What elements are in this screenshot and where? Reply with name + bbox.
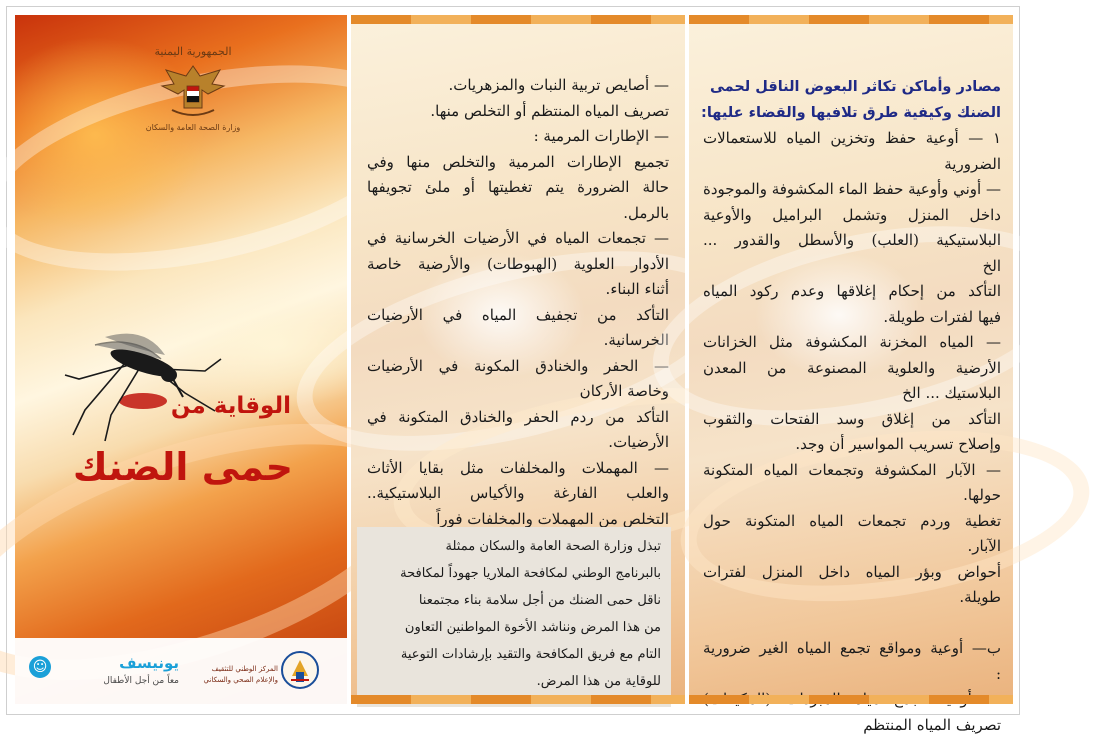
text-line: داخل المنزل وتشمل البراميل والأوعية xyxy=(703,203,1001,229)
section-heading: الضنك وكيفية طرق تلافيها والقضاء عليها: xyxy=(703,101,1001,127)
text-line: الضرورية xyxy=(703,152,1001,178)
text-line: : xyxy=(703,662,1001,688)
top-decorative-strip xyxy=(689,15,1013,24)
health-center-logo-icon xyxy=(280,650,320,690)
text-line: حولها. xyxy=(703,483,1001,509)
text-line: التخلص من المهملات والمخلفات فوراً xyxy=(367,507,669,533)
text-line: — أوني وأوعية حفظ الماء المكشوفة والموجودة xyxy=(703,177,1001,203)
right-text-block xyxy=(703,75,1001,738)
text-line: — أصايص تربية النبات والمزهريات. xyxy=(367,73,669,99)
brochure-frame xyxy=(6,6,1020,715)
text-line: التأكد من إحكام إغلاقها وعدم ركود المياه xyxy=(703,279,1001,305)
unicef-tagline: معاً من أجل الأطفال xyxy=(29,676,179,686)
top-decorative-strip xyxy=(351,15,685,24)
text-line: ب— أوعية ومواقع تجمع المياه الغير ضرورية xyxy=(703,636,1001,662)
text-line: الآبار. xyxy=(703,534,1001,560)
cover-panel xyxy=(15,15,347,704)
text-line: — الحفر والخنادق المكونة في الأرضيات xyxy=(367,354,669,380)
text-line: — تجمعات المياه في الأرضيات الخرسانية في xyxy=(367,226,669,252)
text-line: — المهملات والمخلفات مثل بقايا الأثاث xyxy=(367,456,669,482)
text-line: الأرضيات. xyxy=(367,430,669,456)
text-line: بالرمل. xyxy=(367,201,669,227)
text-line: التأكد من تجفيف المياه في الأرضيات xyxy=(367,303,669,329)
text-line: حالة الضرورة يتم تغطيتها أو ملئ تجويفها xyxy=(367,175,669,201)
text-line: الأدوار العلوية (الهبوطات) والأرضية خاصة xyxy=(367,252,669,278)
text-line: الخرسانية. xyxy=(367,328,669,354)
ministry-name: وزارة الصحة العامة والسكان xyxy=(143,123,243,132)
appeal-line: ناقل حمى الضنك من أجل سلامة بناء مجتمعنا xyxy=(367,587,661,614)
text-line: البلاستيكية (العلب) والأسطل والقدور ... xyxy=(703,228,1001,254)
text-line: تصريف المياه المنتظم أو التخلص منها. xyxy=(367,99,669,125)
text-line: والعلب الفارغة والأكياس البلاستيكية.. xyxy=(367,481,669,507)
appeal-line: للوقاية من هذا المرض. xyxy=(367,668,661,695)
section-heading: مصادر وأماكن تكاثر البعوض الناقل لحمى xyxy=(703,75,1001,101)
cover-title-line1: الوقاية من xyxy=(171,393,291,419)
health-center-name: المركز الوطني للتثقيف والإعلام الصحي والسكاني xyxy=(190,664,278,686)
text-line: التأكد من ردم الحفر والخنادق المتكونة في xyxy=(367,405,669,431)
unicef-logo xyxy=(29,654,179,686)
blank-line xyxy=(703,611,1001,637)
text-line: وإصلاح تسريب المواسير أن وجد. xyxy=(703,432,1001,458)
text-line: البلاستيك ... الخ xyxy=(703,381,1001,407)
text-line: طويلة. xyxy=(703,585,1001,611)
text-line: — المياه المخزنة المكشوفة مثل الخزانات xyxy=(703,330,1001,356)
bottom-decorative-strip xyxy=(689,695,1013,704)
unicef-globe-icon: ☺ xyxy=(29,656,51,678)
text-line: تصريف المياه المنتظم xyxy=(703,713,1001,738)
middle-text-block xyxy=(367,73,669,532)
emblem-title: الجمهورية اليمنية xyxy=(143,45,243,58)
text-line: الأرضية والعلوية المصنوعة من المعدن xyxy=(703,356,1001,382)
unicef-name: يونيسف xyxy=(29,654,179,672)
text-line: أثناء البناء. xyxy=(367,277,669,303)
text-line: تغطية وردم تجمعات المياه المتكونة حول xyxy=(703,509,1001,535)
appeal-line: تبذل وزارة الصحة العامة والسكان ممثلة xyxy=(367,533,661,560)
text-line: — الآبار المكشوفة وتجمعات المياه المتكونة xyxy=(703,458,1001,484)
right-panel xyxy=(689,15,1013,704)
bottom-decorative-strip xyxy=(351,695,685,704)
ministry-appeal-box xyxy=(357,527,671,707)
text-line: — الإطارات المرمية : xyxy=(367,124,669,150)
yemen-emblem xyxy=(143,45,243,132)
eagle-emblem-icon xyxy=(158,60,228,120)
appeal-line: بالبرنامج الوطني لمكافحة الملاريا جهوداً لمكافحة xyxy=(367,560,661,587)
mosquito-icon xyxy=(65,315,225,445)
cover-title-line2: حمى الضنك xyxy=(73,445,293,489)
text-line: وخاصة الأركان xyxy=(367,379,669,405)
text-line: ١ — أوعية حفظ وتخزين المياه للاستعمالات xyxy=(703,126,1001,152)
sponsor-bar xyxy=(15,638,347,704)
text-line: أحواض وبؤر المياه داخل المنزل لفترات xyxy=(703,560,1001,586)
appeal-line: التام مع فريق المكافحة والتقيد بإرشادات التوعية xyxy=(367,641,661,668)
appeal-line: من هذا المرض ونناشد الأخوة المواطنين التعاون xyxy=(367,614,661,641)
text-line: الخ xyxy=(703,254,1001,280)
text-line: فيها لفترات طويلة. xyxy=(703,305,1001,331)
text-line: التأكد من إغلاق وسد الفتحات والثقوب xyxy=(703,407,1001,433)
middle-panel xyxy=(351,15,685,704)
text-line: تجميع الإطارات المرمية والتخلص منها وفي xyxy=(367,150,669,176)
